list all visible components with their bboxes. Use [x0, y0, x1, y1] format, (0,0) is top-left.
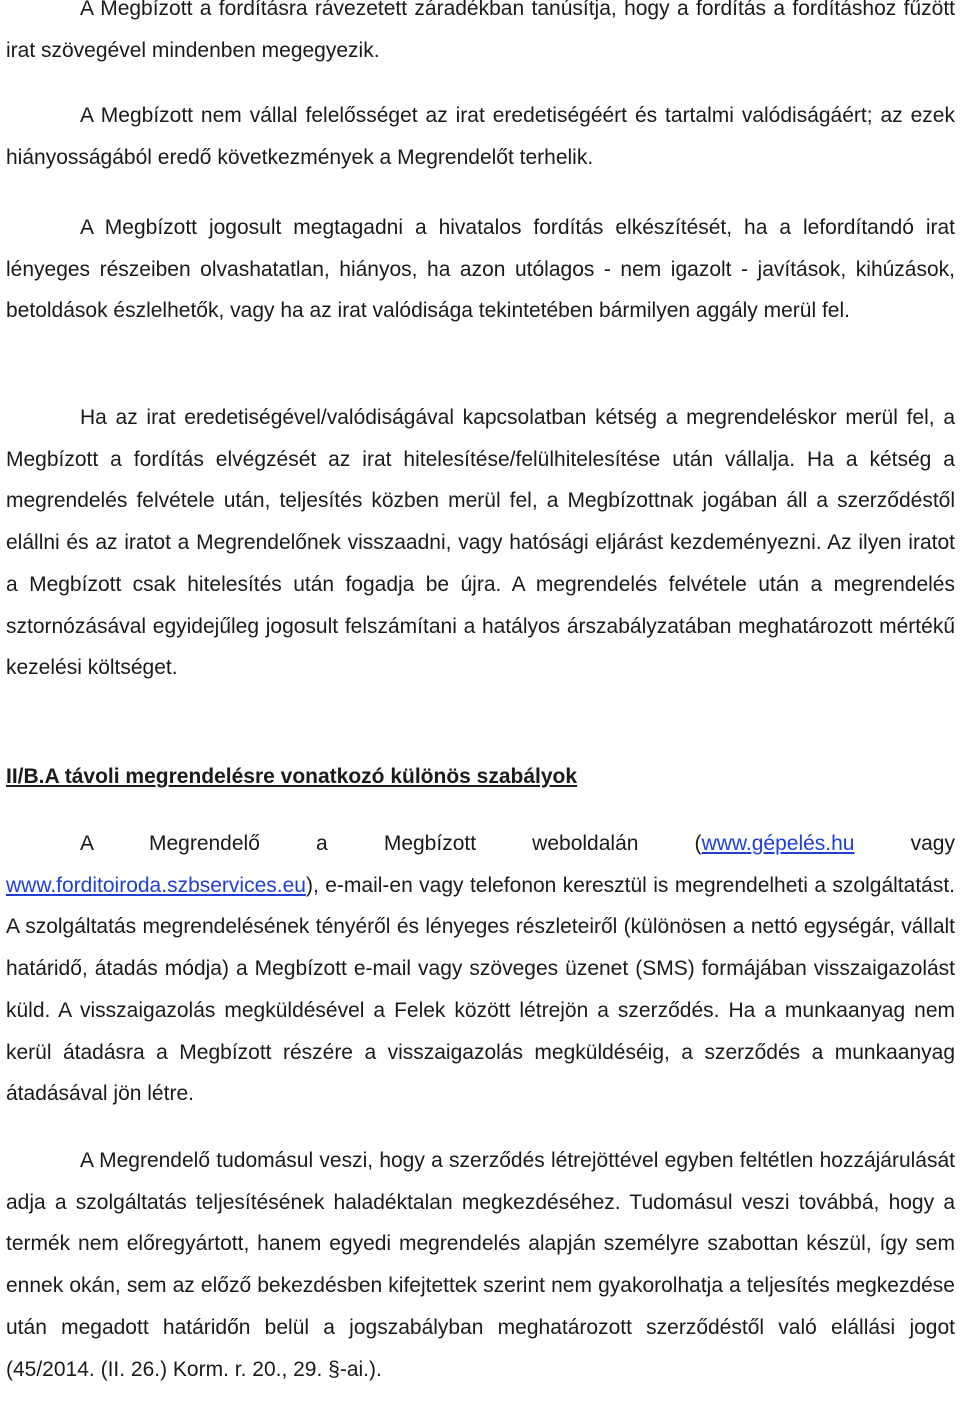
- paragraph-authenticity-doubt: Ha az irat eredetiségével/valódiságával kapcsolatban kétség a megrendeléskor merül fel, a Megbízott a fordítás elvégzését az irat hitelesítése/felülhitelesítése után vállalja. Ha a kétség a megrendelés felvétele után, teljesítés közben merül fel, a Megbízottnak jogában áll a szerződéstől elállni és az iratot a Megrendelőnek visszaadni, vagy hatósági eljárást kezdeményezni. Az ilyen iratot a Megbízott csak hitelesítés után fogadja be újra. A megrendelés felvétele után a megrendelés sztornózásával egyidejűleg jogosult felszámítani a hatályos árszabályzatában meghatározott mértékű kezelési költséget.: [6, 406, 955, 680]
- paragraph-liability: A Megbízott nem vállal felelősséget az irat eredetiségéért és tartalmi valódiságáért; az ezek hiányosságából eredő következmények a Megrendelőt terhelik.: [6, 104, 955, 169]
- website-link-gepeles[interactable]: www.gépelés.hu: [701, 832, 855, 855]
- website-link-forditoiroda[interactable]: www.forditoiroda.szbservices.eu: [6, 873, 306, 897]
- paragraph-remote-order: [6, 823, 955, 1115]
- section-heading: II/B.A távoli megrendelésre vonatkozó különös szabályok: [6, 765, 578, 788]
- remote-order-text-start: A Megrendelő a Megbízott weboldalán (: [80, 832, 702, 855]
- remote-order-text-end: ), e-mail-en vagy telefonon keresztül is megrendelheti a szolgáltatást. A szolgáltatás megrendelésének tényéről és lényeges részleteiről (különösen a nettó egységár, vállalt határidő, átadás módja) a Megbízott e-mail vagy szöveges üzenet (SMS) formájában visszaigazolást küld. A visszaigazolás megküldésével a Felek között létrejön a szerződés. Ha a munkaanyag nem kerül átadásra a Megbízott részére a visszaigazolás megküldéséig, a szerződés a munkaanyag átadásával jön létre.: [6, 873, 955, 1106]
- paragraph-withdrawal-right: A Megrendelő tudomásul veszi, hogy a szerződés létrejöttével egyben feltétlen hozzájárulását adja a szolgáltatás teljesítésének haladéktalan megkezdéséhez. Tudomásul veszi továbbá, hogy a termék nem előregyártott, hanem egyedi megrendelés alapján személyre szabottan készül, így sem ennek okán, sem az előző bekezdésben kifejtettek szerint nem gyakorolhatja a teljesítés megkezdése után megadott határidőn belül a jogszabályban meghatározott szerződéstől való elállási jogot (45/2014. (II. 26.) Korm. r. 20., 29. §-ai.).: [6, 1149, 955, 1381]
- remote-order-text-mid: vagy: [854, 832, 955, 855]
- paragraph-translation-clause: A Megbízott a fordításra rávezetett záradékban tanúsítja, hogy a fordítás a fordításhoz fűzött irat szövegével mindenben megegyezik.: [6, 0, 955, 62]
- paragraph-refusal: A Megbízott jogosult megtagadni a hivatalos fordítás elkészítését, ha a lefordítandó irat lényeges részeiben olvashatatlan, hiányos, ha azon utólagos - nem igazolt - javítások, kihúzások, betoldások észlelhetők, vagy ha az irat valódisága tekintetében bármilyen aggály merül fel.: [6, 216, 955, 323]
